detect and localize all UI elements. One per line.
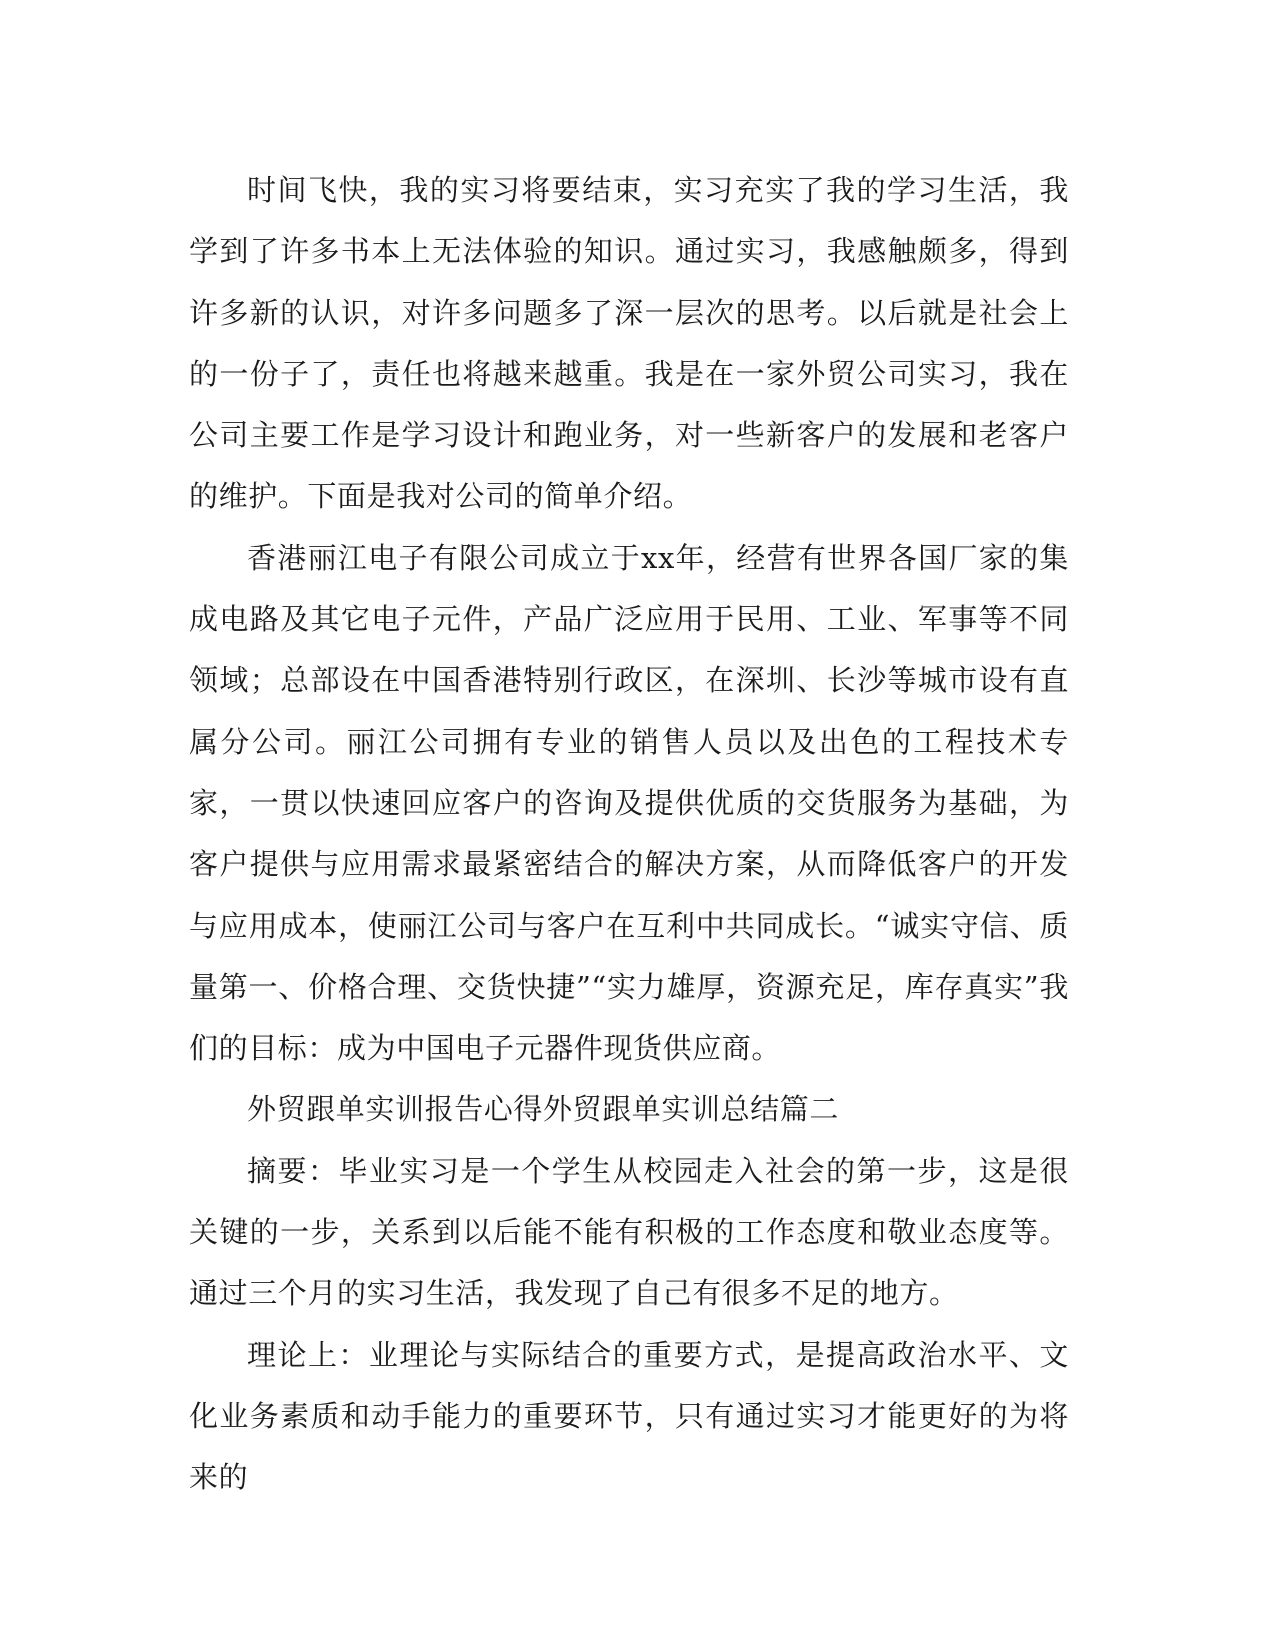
document-body bbox=[189, 160, 1069, 1509]
paragraph-company-profile: 香港丽江电子有限公司成立于xx年，经营有世界各国厂家的集成电路及其它电子元件，产品广泛应用于民用、工业、军事等不同领域；总部设在中国香港特别行政区，在深圳、长沙等城市设有直属分公司。丽江公司拥有专业的销售人员以及出色的工程技术专家，一贯以快速回应客户的咨询及提供优质的交货服务为基础，为客户提供与应用需求最紧密结合的解决方案，从而降低客户的开发与应用成本，使丽江公司与客户在互利中共同成长。“诚实守信、质量第一、价格合理、交货快捷”“实力雄厚，资源充足，库存真实”我们的目标：成为中国电子元器件现货供应商。 bbox=[189, 540, 1069, 1066]
section-heading: 外贸跟单实训报告心得外贸跟单实训总结篇二 bbox=[247, 1092, 840, 1127]
paragraph-theory: 理论上：业理论与实际结合的重要方式，是提高政治水平、文化业务素质和动手能力的重要环节，只有通过实习才能更好的为将来的 bbox=[189, 1337, 1069, 1495]
paragraph-abstract: 摘要：毕业实习是一个学生从校园走入社会的第一步，这是很关键的一步，关系到以后能不能有积极的工作态度和敬业态度等。通过三个月的实习生活，我发现了自己有很多不足的地方。 bbox=[189, 1153, 1069, 1311]
paragraph-internship-intro: 时间飞快，我的实习将要结束，实习充实了我的学习生活，我学到了许多书本上无法体验的知识。通过实习，我感触颇多，得到许多新的认识，对许多问题多了深一层次的思考。以后就是社会上的一份子了，责任也将越来越重。我是在一家外贸公司实习，我在公司主要工作是学习设计和跑业务，对一些新客户的发展和老客户的维护。下面是我对公司的简单介绍。 bbox=[189, 173, 1069, 514]
